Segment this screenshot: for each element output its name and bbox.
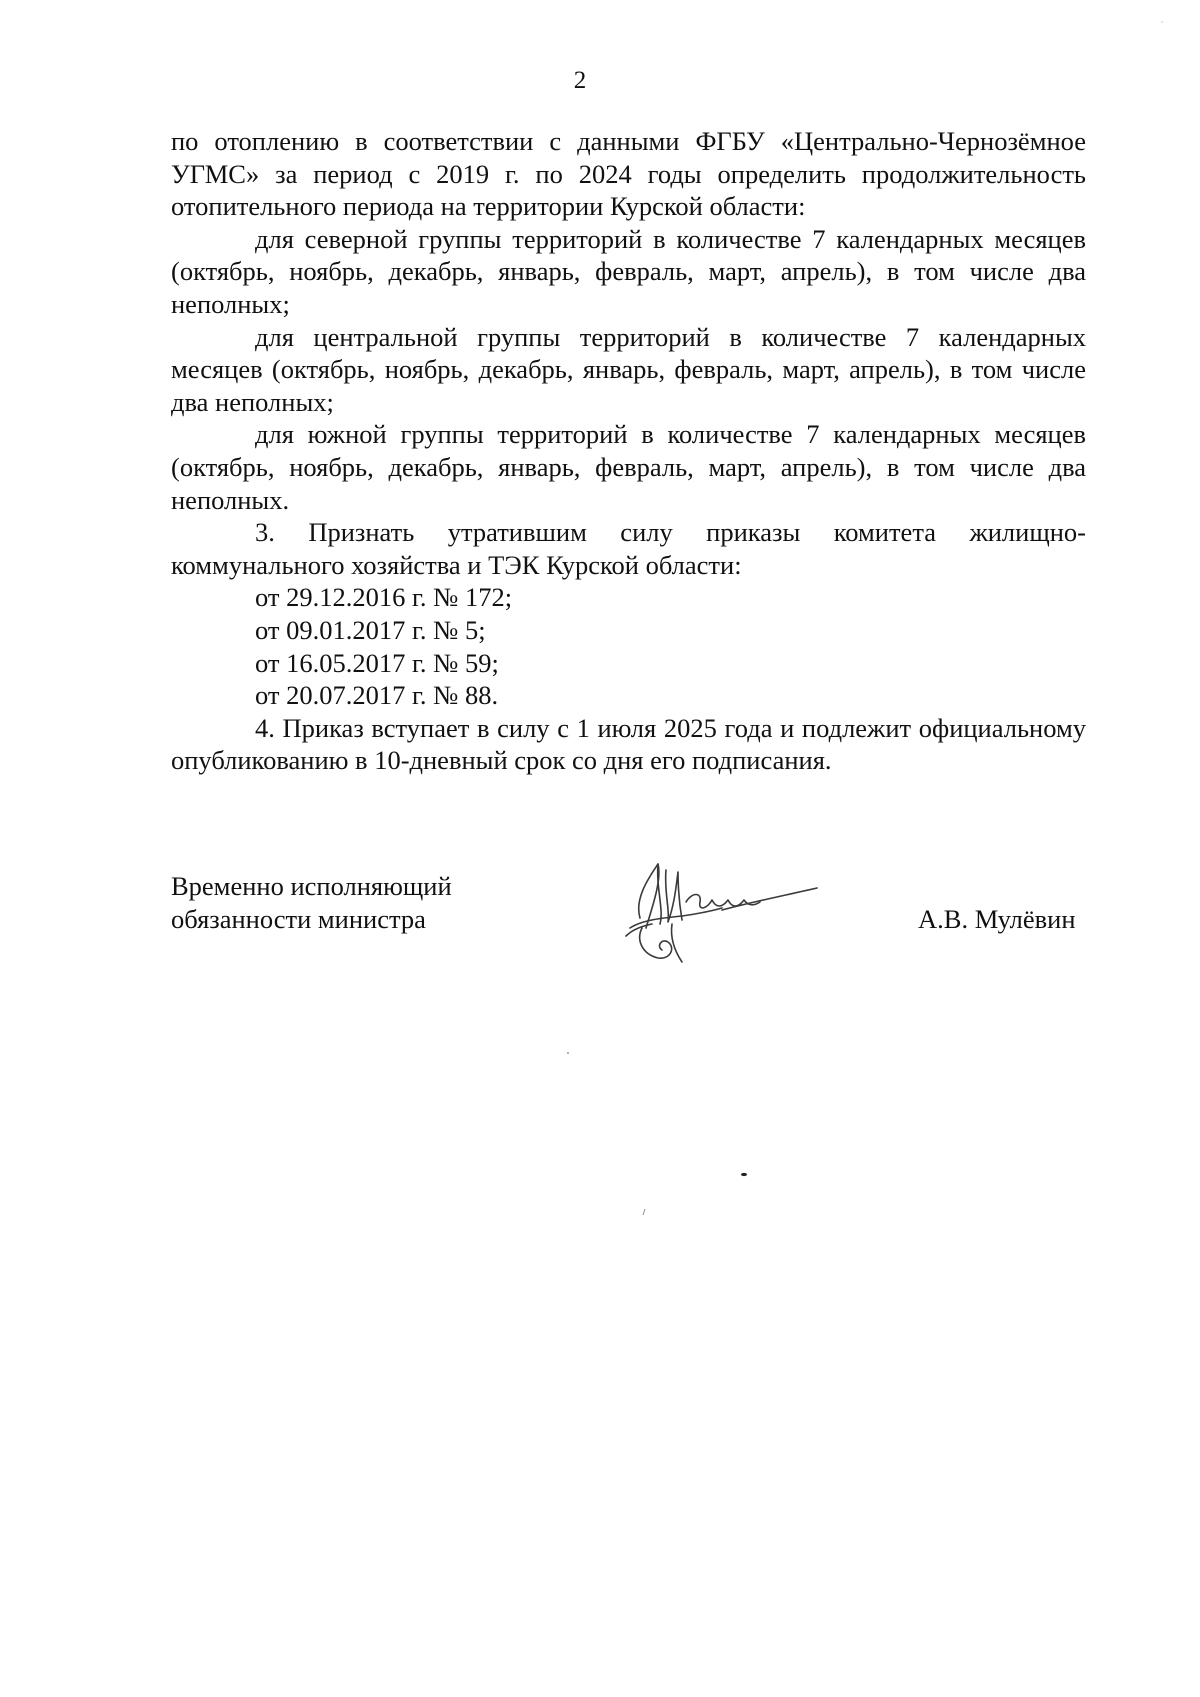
body-paragraph: для северной группы территорий в количестве 7 календарных месяцев (октябрь, ноябрь, декабрь, январь, февраль, март, апрель), в том числе два неполных; — [171, 223, 1086, 319]
body-paragraph: для центральной группы территорий в количестве 7 календарных месяцев (октябрь, ноябрь, декабрь, январь, февраль, март, апрель), в том числе два неполных; — [171, 321, 1086, 417]
scan-speck — [1160, 20, 1164, 24]
body-paragraph: 4. Приказ вступает в силу с 1 июля 2025 года и подлежит официальному опубликованию в 10-дневный срок со дня его подписания. — [171, 712, 1086, 776]
body-paragraph: для южной группы территорий в количестве 7 календарных месяцев (октябрь, ноябрь, декабрь, январь, февраль, март, апрель), в том числе два неполных. — [171, 419, 1086, 515]
signatory-title — [171, 870, 452, 936]
order-body — [171, 125, 1086, 777]
scan-speck — [740, 1172, 748, 1177]
signatory-title-line-2: обязанности министра — [171, 904, 426, 934]
scan-speck — [642, 1208, 646, 1216]
page-number: 2 — [573, 67, 587, 94]
body-paragraph: 3. Признать утратившим силу приказы комитета жилищно-коммунального хозяйства и ТЭК Курской области: — [171, 517, 1086, 580]
repealed-order-reference: от 16.05.2017 г. № 59; — [255, 647, 499, 678]
repealed-order-reference: от 29.12.2016 г. № 172; — [255, 582, 513, 613]
body-paragraph: по отоплению в соответствии с данными ФГБУ «Центрально-Чернозёмное УГМС» за период с 2019 г. по 2024 годы определить продолжительность отопительного периода на территории Курской области: — [171, 126, 1086, 222]
signatory-title-line-1: Временно исполняющий — [171, 871, 452, 901]
signer-name: А.В. Мулёвин — [918, 904, 1076, 934]
scan-speck — [566, 1051, 570, 1055]
repealed-order-reference: от 20.07.2017 г. № 88. — [255, 680, 499, 711]
handwritten-signature — [612, 858, 827, 968]
repealed-order-reference: от 09.01.2017 г. № 5; — [255, 614, 486, 645]
